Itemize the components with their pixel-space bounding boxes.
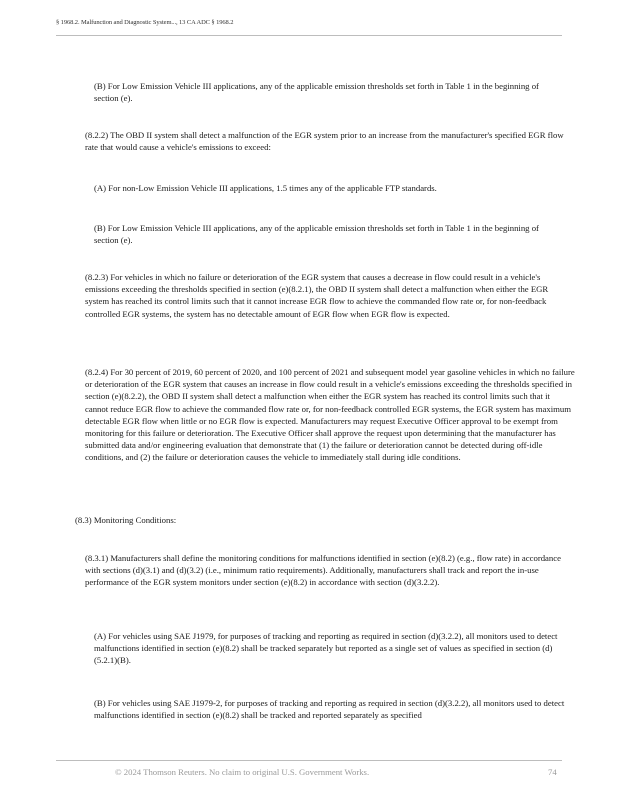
section-heading-8-3: (8.3) Monitoring Conditions: <box>75 515 177 525</box>
paragraph-A-2: (A) For vehicles using SAE J1979, for purposes of tracking and reporting as required in section (d)(3.2.2), all monitors used to detect malfunctions identified in section (e)(8.2) shall be tracked separately but reported as a single set of values as specified in section (d)(5.2.1)(B). <box>94 631 558 666</box>
header-divider <box>56 35 562 36</box>
running-header: § 1968.2. Malfunction and Diagnostic System..., 13 CA ADC § 1968.2 <box>56 19 234 26</box>
page-number: 74 <box>548 767 557 777</box>
paragraph-8-2-4: (8.2.4) For 30 percent of 2019, 60 percent of 2020, and 100 percent of 2021 and subsequent model year gasoline vehicles in which no failure or deterioration of the EGR system that causes an increase in flow could result in a vehicle's emissions exceeding the thresholds specified in section (e)(8.2.2), the OBD II system shall detect a malfunction when either the EGR system has reached its control limits such that it cannot reduce EGR flow to achieve the commanded flow rate or, for non-feedback controlled EGR systems, the EGR system has maximum detectable EGR flow when little or no EGR flow is expected. Manufacturers may request Executive Officer approval to be exempt from monitoring for this failure or deterioration. The Executive Officer shall approve the request upon determining that the manufacturer has submitted data and/or engineering evaluation that demonstrate that (1) the failure or deterioration cannot be detected during off-idle conditions, and (2) the failure or deterioration causes the vehicle to immediately stall during idle conditions. <box>85 367 575 463</box>
paragraph-8-2-3: (8.2.3) For vehicles in which no failure or deterioration of the EGR system that causes a decrease in flow could result in a vehicle's emissions exceeding the thresholds specified in section (e)(8.2.1), the OBD II system shall detect a malfunction when either the EGR system has reached its control limits such that it cannot increase EGR flow to achieve the commanded flow rate or, for non-feedback controlled EGR systems, the system has no detectable amount of EGR flow when EGR flow is expected. <box>85 272 549 319</box>
paragraph-8-2-2: (8.2.2) The OBD II system shall detect a malfunction of the EGR system prior to an increase from the manufacturer's specified EGR flow rate that would cause a vehicle's emissions to exceed: <box>85 130 564 153</box>
paragraph-B-1: (B) For Low Emission Vehicle III applications, any of the applicable emission thresholds set forth in Table 1 in the beginning of section (e). <box>94 81 539 104</box>
paragraph-B-3: (B) For vehicles using SAE J1979-2, for purposes of tracking and reporting as required in section (d)(3.2.2), all monitors used to detect malfunctions identified in section (e)(8.2) shall be tracked and reported separately as specified <box>94 698 565 721</box>
footer-copyright: © 2024 Thomson Reuters. No claim to original U.S. Government Works. <box>115 767 370 777</box>
footer-divider <box>56 760 562 761</box>
paragraph-B-2: (B) For Low Emission Vehicle III applications, any of the applicable emission thresholds set forth in Table 1 in the beginning of section (e). <box>94 223 539 246</box>
paragraph-A-1: (A) For non-Low Emission Vehicle III applications, 1.5 times any of the applicable FTP standards. <box>94 183 437 193</box>
paragraph-8-3-1: (8.3.1) Manufacturers shall define the monitoring conditions for malfunctions identified in section (e)(8.2) (e.g., flow rate) in accordance with sections (d)(3.1) and (d)(3.2) (i.e., minimum ratio requirements). Additionally, manufacturers shall track and report the in-use performance of the EGR system monitors under section (e)(8.2) in accordance with section (d)(3.2.2). <box>85 553 561 588</box>
